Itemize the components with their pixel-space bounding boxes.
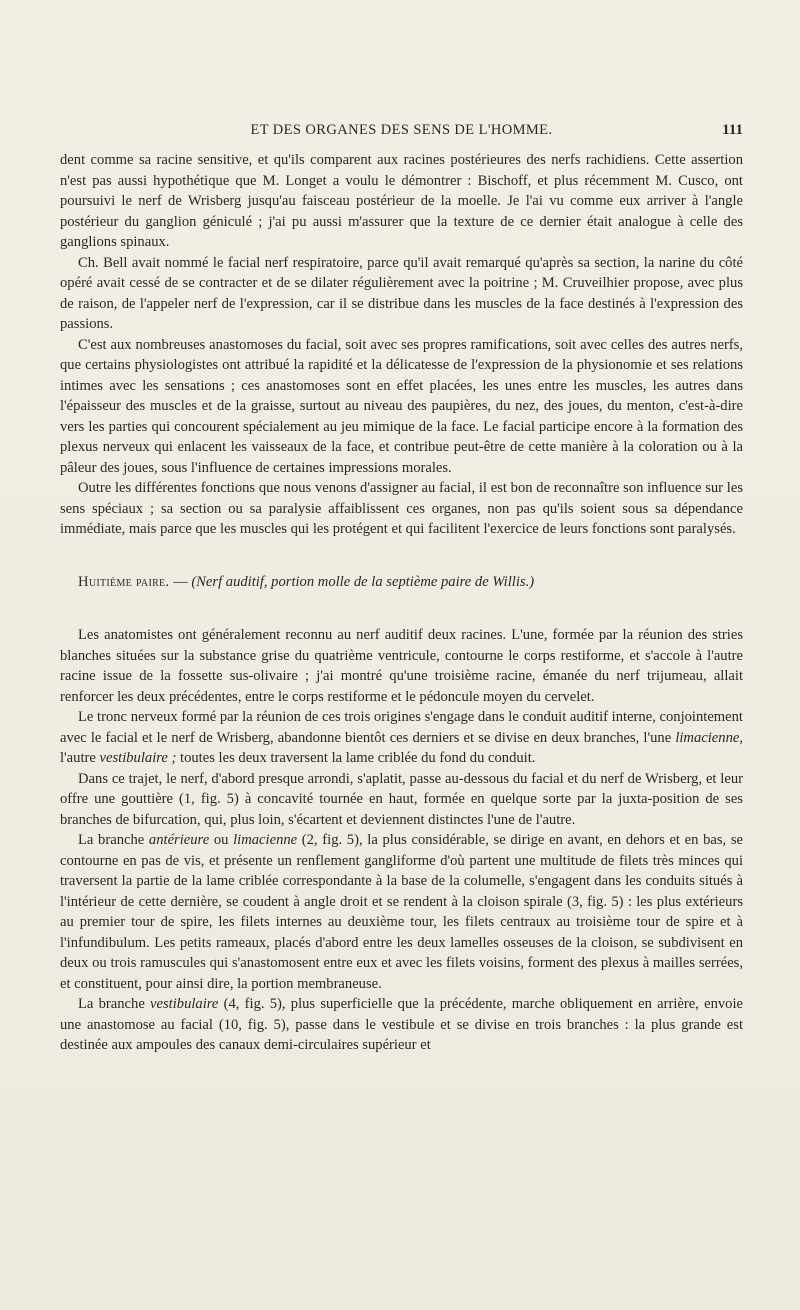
emphasis-anterieure: antérieure <box>148 832 210 848</box>
page-header <box>60 122 743 144</box>
text-run: Le tronc nerveux formé par la réunion de ces trois origines s'engage dans le conduit auditif interne, conjointement avec le facial et le nerf de Wrisberg, abandonne bientôt ces derniers et se divise en deux branches, l'une <box>60 709 743 746</box>
page-number: 111 <box>722 122 743 138</box>
body-text-bottom <box>60 625 743 1056</box>
paragraph-anterior-branch <box>60 830 743 994</box>
section-heading <box>78 572 743 592</box>
paragraph-trunk <box>60 707 743 769</box>
text-run: (2, fig. 5), la plus considérable, se dirige en avant, en dehors et en bas, se contourne en pas de vis, et présente un renflement gangliforme d'où partent une multitude de filets très minces qui traversent la partie de la lame criblée correspondante à la base de la columelle, s'engagent dans les conduits situés à l'intérieur de cette dernière, se coudent à angle droit et se rendent à la cloison spirale (3, fig. 5) : les plus extérieurs au premier tour de spire, les filets internes au deuxième tour, les filets centraux au troisième tour de spire et à l'infundibulum. Les petits rameaux, placés d'abord entre les deux lamelles osseuses de la cloison, se subdivisent en deux ou trois ramuscules qui s'anastomosent entre eux et avec les filets voisins, forment des plexus à mailles serrées, et constituent, pour ainsi dire, la portion membraneuse. <box>60 832 744 992</box>
text-run: La branche <box>78 832 149 848</box>
text-run: toutes les deux traversent la lame criblée du fond du conduit. <box>176 750 536 766</box>
text-run: , l'autre <box>60 729 743 766</box>
emphasis-vestibulaire: vestibulaire <box>150 996 219 1012</box>
emphasis-limacienne: limacienne <box>233 832 298 848</box>
section-subtitle: (Nerf auditif, portion molle de la septième paire de Willis.) <box>191 574 535 590</box>
section-label: Huitième paire. <box>78 574 170 590</box>
text-run: (4, fig. 5), plus superficielle que la précédente, marche obliquement en arrière, envoie une anastomose au facial (10, fig. 5), passe dans le vestibule et se divise en trois branches : la plus grande est destinée aux ampoules des canaux demi-circulaires supérieur et <box>60 996 743 1053</box>
paragraph-vestibular-branch <box>60 994 743 1056</box>
paragraph-bell: Ch. Bell avait nommé le facial nerf respiratoire, parce qu'il avait remarqué qu'après sa section, la narine du côté opéré avait cessé de se contracter et de se dilater régulièrement avec la poitrine ; M. Cruveilhier propose, avec plus de raison, de l'appeler nerf de l'expression, car il se distribue dans les muscles de la face destinés à l'expression des passions. <box>60 254 743 332</box>
paragraph-two-roots: Les anatomistes ont généralement reconnu au nerf auditif deux racines. L'une, formée par la réunion des stries blanches situées sur la substance grise du quatrième ventricule, contourne le corps restiforme, et s'accole à l'autre racine issue de la fossette sus-olivaire ; j'ai montré qu'une troisième racine, émanée du nerf trijumeau, allait renforcer les deux précédentes, entre le corps restiforme et le pédoncule moyen du cervelet. <box>60 627 743 705</box>
text-run: ou <box>209 832 234 848</box>
paragraph-special-senses: Outre les différentes fonctions que nous venons d'assigner au facial, il est bon de reconnaître son influence sur les sens spéciaux ; sa section ou sa paralysie affaiblissent ces organes, non pas qu'ils soient sous sa dépendance immédiate, mais parce que les muscles qui les protégent et qui facilitent l'exercice de leurs fonctions sont paralysés. <box>60 480 743 537</box>
running-head: ET DES ORGANES DES SENS DE L'HOMME. <box>250 122 553 138</box>
paragraph-trajet: Dans ce trajet, le nerf, d'abord presque arrondi, s'aplatit, passe au-dessous du facial et du nerf de Wrisberg, et leur offre une gouttière (1, fig. 5) à concavité tournée en haut, formée en quelque sorte par la juxta-position de ses branches de bifurcation, qui, plus loin, s'écartent et deviennent distinctes l'une de l'autre. <box>60 770 743 828</box>
paragraph-anastomoses: C'est aux nombreuses anastomoses du facial, soit avec ses propres ramifications, soit avec celles des autres nerfs, que certains physiologistes ont attribué la rapidité et la délicatesse de l'expression de la physionomie et ses relations intimes avec les sensations ; ces anastomoses sont en effet placées, les unes entre les muscles, les autres dans l'épaisseur des muscles et de la graisse, surtout au niveau des paupières, du nez, des joues, du menton, c'est-à-dire vers les parties qui concourent spécialement au jeu mimique de la face. Le facial participe encore à la formation des plexus nerveux qui enlacent les vaisseaux de la face, et contribue peut-être de cette manière à la coloration ou à la pâleur des joues, sous l'influence de certaines impressions morales. <box>60 336 743 476</box>
emphasis-limacienne: limacienne <box>675 729 740 746</box>
paragraph-continuation: dent comme sa racine sensitive, et qu'ils comparent aux racines postérieures des nerfs rachidiens. Cette assertion n'est pas aussi hypothétique que M. Longet a voulu le démontrer : Bischoff, et plus récemment M. Cusco, ont poursuivi le nerf de Wrisberg jusqu'au faisceau postérieur de la moelle. Je l'ai vu comme eux arriver à l'angle postérieur du ganglion géniculé ; j'ai pu aussi m'assurer que la texture de ce dernier était analogue à celle des ganglions spinaux. <box>60 152 743 250</box>
body-text-top <box>60 150 743 540</box>
emphasis-vestibulaire: vestibulaire ; <box>99 750 177 766</box>
section-dash: — <box>169 574 192 590</box>
text-run: La branche <box>78 996 151 1012</box>
